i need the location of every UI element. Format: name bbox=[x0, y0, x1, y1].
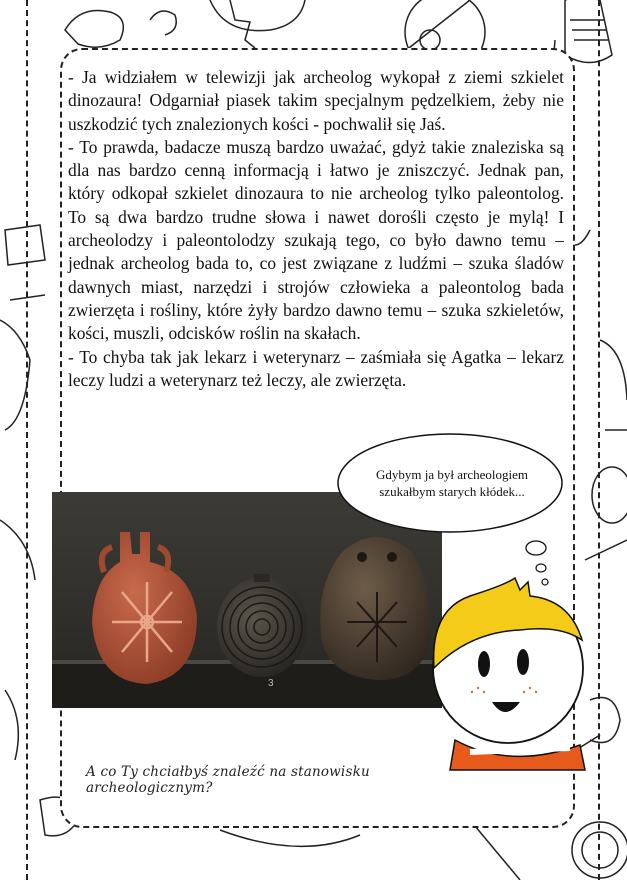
story-paragraph-2: - To prawda, badacze muszą bardzo uważać, gdyż takie znaleziska są dla nas bardzo cenną informacją i łatwo je zniszczyć. Jednak pan, który odkopał szkielet dinozaura to nie archeolog tylko paleontolog. To są dwa bardzo trudne słowa i nawet dorośli często je mylą! I archeolodzy i paleontolodzy szukają tego, co było dawno temu – jednak archeolog bada to, co jest związane z ludźmi – szuka śladów dawnych miast, narzędzi i strojów człowieka a paleontolog bada zwierzęta i rośliny, które żyły bardzo dawno temu – szuka szkieletów, kości, muszli, odcisków roślin na skałach. bbox=[68, 136, 564, 344]
speech-bubble-text: Gdybym ja był archeologiem szukałbym starych kłódek... bbox=[376, 467, 528, 499]
story-paragraph-3: - To chyba tak jak lekarz i weterynarz – zaśmiała się Agatka – lekarz leczy ludzi a weterynarz też leczy, ale zwierzęta. bbox=[68, 346, 564, 390]
question-line: A co Ty chciałbyś znaleźć na stanowisku archeologicznym? bbox=[86, 764, 370, 796]
story-paragraph-1: - Ja widziałem w telewizji jak archeolog wykopał z ziemi szkielet dinozaura! Odgarniał piasek takim specjalnym pędzelkiem, żeby nie uszkodzić tych znalezionych kości - pochwalił się Jaś. bbox=[68, 67, 564, 134]
photo-label: 3 bbox=[268, 678, 274, 689]
